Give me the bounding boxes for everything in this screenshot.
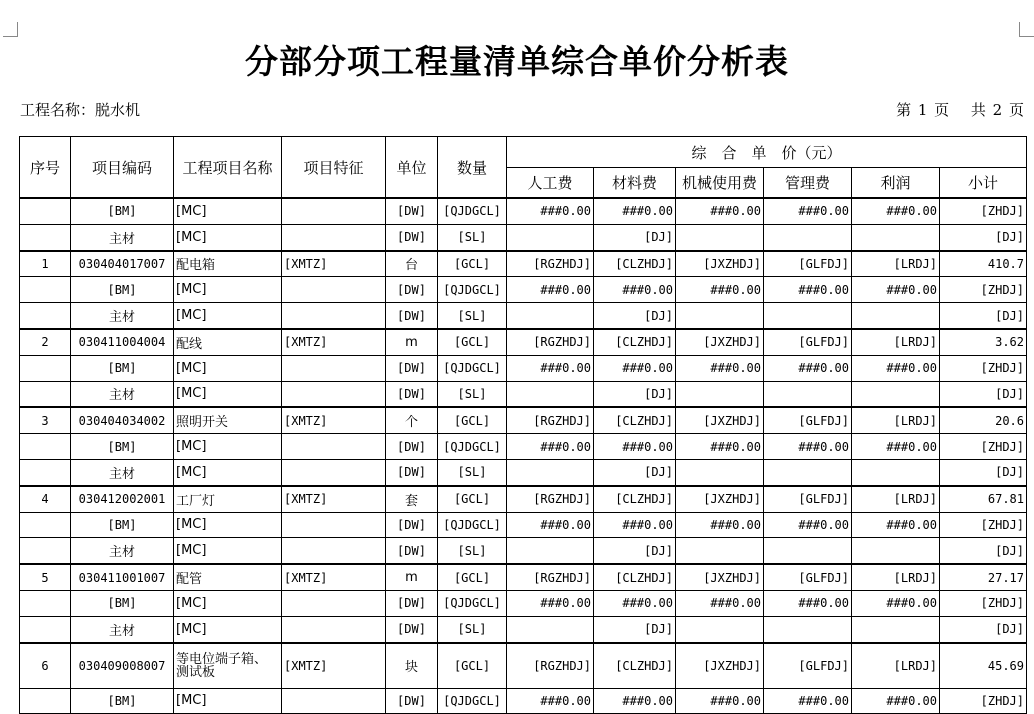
cell-feature [282,198,386,224]
header-name: 工程项目名称 [174,137,282,199]
cell-qty: [QJDGCL] [438,434,507,460]
cell-qty: [GCL] [438,251,507,277]
cell-machine: [JXZHDJ] [676,251,764,277]
cell-material: [CLZHDJ] [594,564,676,590]
cell-machine: ###0.00 [676,512,764,538]
cell-labor [507,381,594,407]
cell-unit: [DW] [386,616,438,642]
cell-qty: [GCL] [438,643,507,689]
cell-material: [DJ] [594,538,676,564]
cell-material: [CLZHDJ] [594,407,676,433]
cell-unit: [DW] [386,538,438,564]
cell-subtotal: [ZHDJ] [940,355,1027,381]
cell-name: [MC] [174,224,282,250]
cell-code: [BM] [71,688,174,714]
cell-machine: ###0.00 [676,688,764,714]
cell-subtotal: 410.7 [940,251,1027,277]
cell-profit: ###0.00 [852,590,940,616]
cell-qty: [QJDGCL] [438,590,507,616]
cell-name: 配管 [174,564,282,590]
cell-mgmt: ###0.00 [764,198,852,224]
header-feature: 项目特征 [282,137,386,199]
cell-subtotal: 3.62 [940,329,1027,355]
cell-subtotal: [ZHDJ] [940,590,1027,616]
cell-code: [BM] [71,355,174,381]
cell-machine: [JXZHDJ] [676,407,764,433]
cell-material: [CLZHDJ] [594,251,676,277]
cell-code: 030412002001 [71,486,174,512]
cell-feature: [XMTZ] [282,486,386,512]
cell-name: [MC] [174,303,282,329]
cell-profit [852,538,940,564]
table-row [20,407,1027,433]
cell-subtotal: [ZHDJ] [940,434,1027,460]
cell-feature [282,512,386,538]
table-row [20,434,1027,460]
cell-qty: [GCL] [438,407,507,433]
cell-material: ###0.00 [594,688,676,714]
cell-code: 主材 [71,381,174,407]
cell-labor: ###0.00 [507,355,594,381]
cell-mgmt: [GLFDJ] [764,407,852,433]
cell-profit: ###0.00 [852,688,940,714]
table-row [20,459,1027,485]
cell-machine [676,381,764,407]
cell-labor: [RGZHDJ] [507,643,594,689]
cell-subtotal: 67.81 [940,486,1027,512]
cell-name: [MC] [174,512,282,538]
cell-unit: 块 [386,643,438,689]
cell-subtotal: [ZHDJ] [940,688,1027,714]
table-row [20,277,1027,303]
cell-code: [BM] [71,590,174,616]
cell-feature: [XMTZ] [282,251,386,277]
cell-code: 主材 [71,538,174,564]
table-row [20,538,1027,564]
cell-code: [BM] [71,198,174,224]
cell-labor: ###0.00 [507,688,594,714]
cell-feature: [XMTZ] [282,643,386,689]
cell-material: ###0.00 [594,434,676,460]
cell-material: ###0.00 [594,512,676,538]
cell-name: [MC] [174,590,282,616]
cell-mgmt: [GLFDJ] [764,329,852,355]
table-row [20,564,1027,590]
table-row [20,616,1027,642]
cell-feature [282,616,386,642]
cell-subtotal: [DJ] [940,303,1027,329]
cell-unit: [DW] [386,688,438,714]
cell-unit: [DW] [386,434,438,460]
cell-material: [CLZHDJ] [594,329,676,355]
cell-qty: [SL] [438,224,507,250]
cell-profit: ###0.00 [852,512,940,538]
cell-profit [852,224,940,250]
cell-labor: [RGZHDJ] [507,251,594,277]
table-row [20,303,1027,329]
cell-subtotal: [ZHDJ] [940,512,1027,538]
cell-mgmt: ###0.00 [764,277,852,303]
cell-feature: [XMTZ] [282,564,386,590]
cell-name: [MC] [174,381,282,407]
table-row [20,355,1027,381]
cell-seq [20,434,71,460]
cell-unit: m [386,564,438,590]
header-unit: 单位 [386,137,438,199]
cell-machine [676,224,764,250]
cell-qty: [QJDGCL] [438,512,507,538]
cell-profit [852,459,940,485]
cell-mgmt: [GLFDJ] [764,486,852,512]
table-row [20,688,1027,714]
header-profit: 利润 [852,168,940,199]
cell-seq [20,616,71,642]
cell-seq: 2 [20,329,71,355]
cell-machine: ###0.00 [676,277,764,303]
cell-subtotal: [DJ] [940,224,1027,250]
cell-subtotal: [DJ] [940,616,1027,642]
cell-code: [BM] [71,434,174,460]
cell-subtotal: [DJ] [940,459,1027,485]
cell-feature: [XMTZ] [282,407,386,433]
cell-name: 照明开关 [174,407,282,433]
cell-code: 主材 [71,616,174,642]
cell-seq [20,538,71,564]
table-row [20,198,1027,224]
cell-material: [DJ] [594,224,676,250]
cell-name: [MC] [174,459,282,485]
cell-material: [DJ] [594,303,676,329]
cell-material: [CLZHDJ] [594,486,676,512]
header-qty: 数量 [438,137,507,199]
cell-labor: ###0.00 [507,434,594,460]
table-body [20,198,1027,714]
cell-machine: [JXZHDJ] [676,643,764,689]
cell-name: 配电箱 [174,251,282,277]
cell-seq: 6 [20,643,71,689]
header-code: 项目编码 [71,137,174,199]
cell-qty: [SL] [438,303,507,329]
header-seq: 序号 [20,137,71,199]
cell-feature [282,538,386,564]
cell-labor: [RGZHDJ] [507,407,594,433]
cell-seq [20,224,71,250]
header-unit-price-group: 综 合 单 价（元） [507,137,1027,168]
cell-name: [MC] [174,434,282,460]
cell-unit: m [386,329,438,355]
header-mgmt: 管理费 [764,168,852,199]
cell-seq [20,198,71,224]
cell-mgmt: ###0.00 [764,512,852,538]
cell-feature [282,381,386,407]
cell-mgmt: ###0.00 [764,355,852,381]
cell-seq [20,303,71,329]
cell-qty: [GCL] [438,486,507,512]
cell-labor: ###0.00 [507,590,594,616]
cell-feature [282,459,386,485]
cell-labor [507,459,594,485]
cell-qty: [SL] [438,381,507,407]
cell-feature [282,590,386,616]
cell-machine [676,303,764,329]
cell-mgmt [764,538,852,564]
cell-mgmt [764,381,852,407]
cell-profit [852,303,940,329]
cell-seq [20,590,71,616]
table-row [20,251,1027,277]
cell-machine [676,459,764,485]
cell-profit: [LRDJ] [852,643,940,689]
cell-unit: [DW] [386,381,438,407]
cell-machine: ###0.00 [676,434,764,460]
cell-machine: [JXZHDJ] [676,564,764,590]
cell-profit: ###0.00 [852,277,940,303]
cell-profit: ###0.00 [852,198,940,224]
cell-name: [MC] [174,355,282,381]
cell-feature [282,224,386,250]
cell-feature [282,434,386,460]
cell-mgmt: ###0.00 [764,590,852,616]
cell-qty: [SL] [438,538,507,564]
project-name: 工程名称：脱水机 [20,101,141,119]
cell-machine: [JXZHDJ] [676,486,764,512]
table-row [20,590,1027,616]
cell-machine [676,616,764,642]
cell-seq: 3 [20,407,71,433]
cell-subtotal: 45.69 [940,643,1027,689]
cell-seq [20,459,71,485]
cell-code: 030404017007 [71,251,174,277]
cell-labor: ###0.00 [507,198,594,224]
cell-mgmt: [GLFDJ] [764,643,852,689]
cell-seq [20,381,71,407]
cell-qty: [SL] [438,459,507,485]
cell-code: [BM] [71,277,174,303]
cell-subtotal: [DJ] [940,381,1027,407]
cell-labor [507,538,594,564]
cell-name: [MC] [174,277,282,303]
cell-machine: ###0.00 [676,198,764,224]
cell-subtotal: [ZHDJ] [940,198,1027,224]
cell-subtotal: 20.6 [940,407,1027,433]
cell-qty: [QJDGCL] [438,277,507,303]
table-row [20,512,1027,538]
cell-unit: [DW] [386,224,438,250]
cell-material: [DJ] [594,616,676,642]
cell-material: [CLZHDJ] [594,643,676,689]
cell-machine: ###0.00 [676,590,764,616]
analysis-table [19,136,1027,714]
cell-profit [852,381,940,407]
cell-machine: ###0.00 [676,355,764,381]
cell-mgmt [764,303,852,329]
cell-machine: [JXZHDJ] [676,329,764,355]
table-row [20,643,1027,689]
cell-feature [282,277,386,303]
cell-unit: 套 [386,486,438,512]
cell-subtotal: [ZHDJ] [940,277,1027,303]
cell-code: 030404034002 [71,407,174,433]
cell-name: [MC] [174,688,282,714]
cell-seq [20,688,71,714]
cell-unit: [DW] [386,277,438,303]
cell-profit: [LRDJ] [852,407,940,433]
cell-qty: [QJDGCL] [438,688,507,714]
cell-seq: 1 [20,251,71,277]
cell-mgmt [764,224,852,250]
cell-unit: [DW] [386,198,438,224]
cell-code: 030411001007 [71,564,174,590]
cell-code: 030409008007 [71,643,174,689]
cell-name: 配线 [174,329,282,355]
cell-seq: 4 [20,486,71,512]
cell-profit: ###0.00 [852,355,940,381]
cell-name: [MC] [174,198,282,224]
table-row [20,486,1027,512]
cell-labor: [RGZHDJ] [507,564,594,590]
table-row [20,329,1027,355]
cell-feature [282,688,386,714]
cell-qty: [SL] [438,616,507,642]
cell-code: 主材 [71,459,174,485]
cell-name: 等电位端子箱、测试板 [174,643,282,689]
cell-name: 工厂灯 [174,486,282,512]
table-row [20,224,1027,250]
cell-mgmt: [GLFDJ] [764,251,852,277]
cell-seq [20,277,71,303]
cell-code: 主材 [71,303,174,329]
cell-labor: ###0.00 [507,512,594,538]
cell-labor [507,224,594,250]
header-machine: 机械使用费 [676,168,764,199]
cell-labor [507,616,594,642]
cell-profit: [LRDJ] [852,564,940,590]
cell-labor: [RGZHDJ] [507,486,594,512]
cell-mgmt: [GLFDJ] [764,564,852,590]
cell-seq: 5 [20,564,71,590]
cell-material: [DJ] [594,381,676,407]
cell-feature [282,303,386,329]
cell-material: [DJ] [594,459,676,485]
cell-subtotal: [DJ] [940,538,1027,564]
cell-qty: [GCL] [438,564,507,590]
cell-code: [BM] [71,512,174,538]
cell-material: ###0.00 [594,277,676,303]
cell-profit [852,616,940,642]
header-labor: 人工费 [507,168,594,199]
cell-unit: [DW] [386,303,438,329]
report-title: 分部分项工程量清单综合单价分析表 [245,42,789,81]
cell-seq [20,512,71,538]
cell-unit: [DW] [386,459,438,485]
cell-material: ###0.00 [594,198,676,224]
cell-mgmt [764,459,852,485]
cell-name: [MC] [174,616,282,642]
crop-mark-top-left [3,22,18,37]
cell-name: [MC] [174,538,282,564]
cell-subtotal: 27.17 [940,564,1027,590]
cell-seq [20,355,71,381]
cell-unit: 个 [386,407,438,433]
table-row [20,381,1027,407]
cell-material: ###0.00 [594,590,676,616]
crop-mark-top-right [1019,22,1034,37]
header-subtotal: 小计 [940,168,1027,199]
cell-qty: [GCL] [438,329,507,355]
cell-mgmt: ###0.00 [764,434,852,460]
cell-feature [282,355,386,381]
page-indicator: 第 1 页 共 2 页 [896,101,1024,119]
cell-unit: [DW] [386,355,438,381]
cell-code: 主材 [71,224,174,250]
cell-material: ###0.00 [594,355,676,381]
cell-qty: [QJDGCL] [438,198,507,224]
cell-labor: [RGZHDJ] [507,329,594,355]
cell-profit: [LRDJ] [852,251,940,277]
cell-mgmt: ###0.00 [764,688,852,714]
cell-unit: [DW] [386,590,438,616]
header-material: 材料费 [594,168,676,199]
cell-code: 030411004004 [71,329,174,355]
cell-profit: [LRDJ] [852,329,940,355]
cell-profit: ###0.00 [852,434,940,460]
cell-labor [507,303,594,329]
cell-profit: [LRDJ] [852,486,940,512]
cell-unit: 台 [386,251,438,277]
cell-unit: [DW] [386,512,438,538]
cell-qty: [QJDGCL] [438,355,507,381]
cell-feature: [XMTZ] [282,329,386,355]
cell-labor: ###0.00 [507,277,594,303]
cell-machine [676,538,764,564]
cell-mgmt [764,616,852,642]
